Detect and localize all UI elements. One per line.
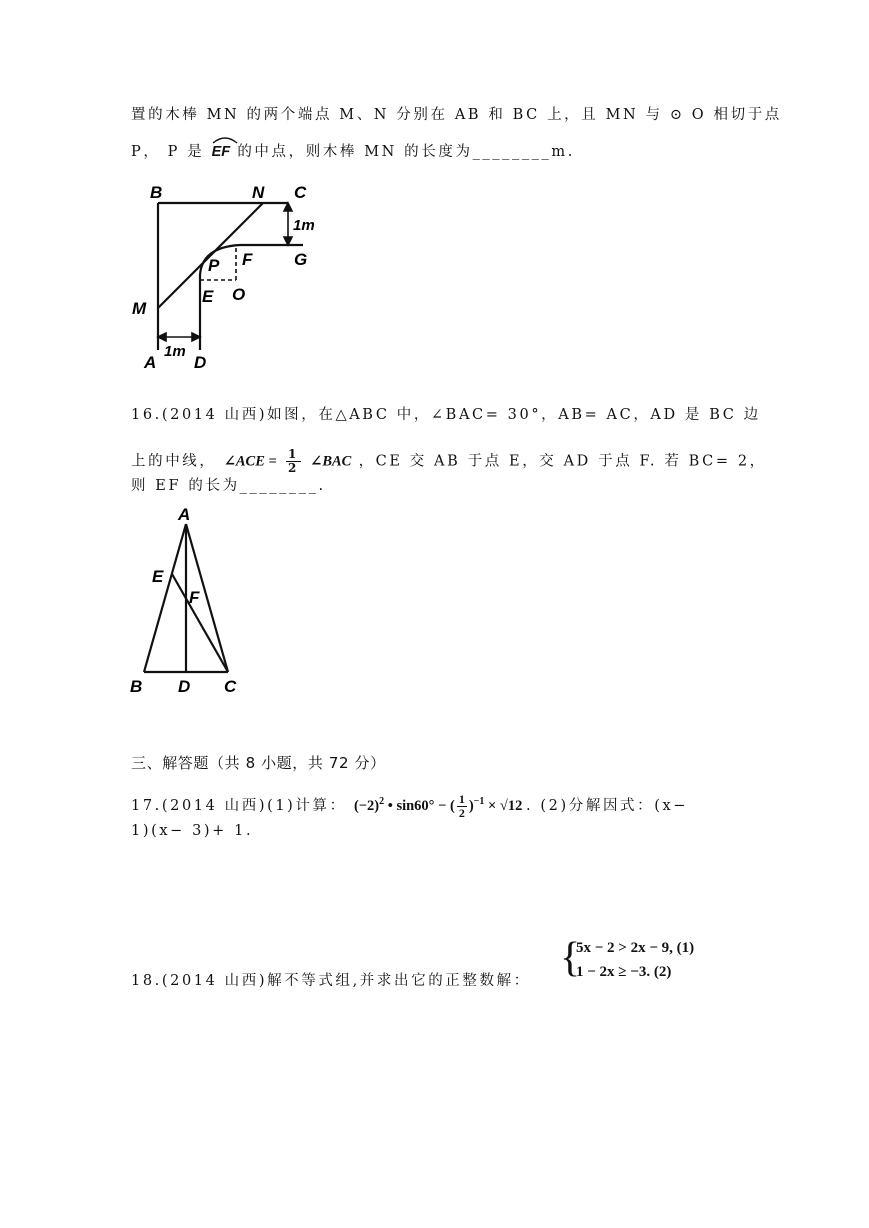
q17-prefix: 17.(2014 山西)(1)计算： bbox=[131, 797, 347, 814]
expr-close-paren: ) bbox=[468, 797, 474, 814]
arrowhead-down bbox=[284, 237, 292, 245]
q16-line3: 则 EF 的长为________. bbox=[131, 478, 326, 494]
label-d: D bbox=[194, 353, 207, 370]
label-n: N bbox=[252, 183, 265, 202]
q16-line2-pre: 上的中线， bbox=[131, 453, 217, 470]
label-b: B bbox=[130, 677, 143, 696]
angle-bac: ∠BAC bbox=[310, 453, 352, 470]
angle-ace: ∠ACE = bbox=[223, 453, 277, 470]
q18-prefix: 18.(2014 山西)解不等式组,并求出它的正整数解： bbox=[131, 973, 531, 989]
fraction-numerator: 1 bbox=[458, 792, 465, 806]
label-m: M bbox=[132, 299, 147, 318]
label-e: E bbox=[202, 287, 214, 306]
q16-line2 bbox=[131, 448, 767, 475]
figure-triangle-abc bbox=[128, 502, 258, 697]
segment-ce bbox=[172, 574, 228, 672]
label-1m-right: 1m bbox=[293, 217, 315, 234]
label-a: A bbox=[178, 505, 191, 524]
label-p: P bbox=[208, 256, 220, 275]
label-f: F bbox=[189, 588, 200, 607]
q17-suffix: . (2)分解因式：(x− bbox=[525, 797, 689, 814]
fraction-numerator: 1 bbox=[288, 447, 299, 461]
expr-neg2: (−2) bbox=[353, 797, 380, 814]
label-o: O bbox=[232, 285, 246, 304]
brace-icon: { bbox=[560, 935, 581, 981]
label-b: B bbox=[150, 183, 163, 202]
q16-line2-post: ，CE 交 AB 于点 E，交 AD 于点 F. 若 BC= 2， bbox=[358, 453, 767, 470]
q15-line2 bbox=[131, 142, 575, 162]
label-a: A bbox=[144, 353, 157, 370]
side-ab bbox=[144, 524, 186, 672]
q17-line1 bbox=[131, 792, 688, 820]
fraction-half bbox=[457, 793, 467, 820]
q15-line2-pre: P， P 是 bbox=[131, 144, 205, 160]
label-g: G bbox=[294, 250, 308, 269]
arrowhead-up bbox=[284, 203, 292, 211]
label-c: C bbox=[224, 677, 237, 696]
exp-2: 2 bbox=[379, 796, 385, 807]
label-d: D bbox=[178, 677, 191, 696]
inequality-2: 1 − 2x ≥ −3. (2) bbox=[576, 964, 672, 980]
expr-sqrt12: × √12 bbox=[488, 797, 523, 814]
section-heading: 三、解答题（共 8 小题，共 72 分） bbox=[131, 754, 386, 772]
label-1m-bottom: 1m bbox=[164, 343, 186, 360]
label-e: E bbox=[152, 567, 164, 586]
q15-line1: 置的木棒 MN 的两个端点 M、N 分别在 AB 和 BC 上，且 MN 与 ⊙ O 相切于点 bbox=[131, 107, 782, 123]
expr-sin60: • sin60° − ( bbox=[387, 797, 455, 814]
arrowhead-left bbox=[158, 333, 166, 341]
q17-line2: 1)(x− 3)+ 1. bbox=[131, 823, 254, 839]
arc-ef-text: EF bbox=[211, 144, 231, 160]
fraction-denominator: 2 bbox=[458, 806, 465, 820]
exp-neg1: −1 bbox=[473, 796, 485, 807]
figure-mn-stick bbox=[128, 180, 328, 370]
arc-ef-label bbox=[212, 142, 231, 162]
fraction-half bbox=[286, 448, 301, 475]
inequality-1: 5x − 2 > 2x − 9, (1) bbox=[576, 940, 695, 956]
arrowhead-right bbox=[192, 333, 200, 341]
label-c: C bbox=[294, 183, 307, 202]
q15-line2-post: 的中点，则木棒 MN 的长度为________m. bbox=[237, 144, 575, 160]
q17-expression bbox=[353, 792, 526, 820]
fraction-denominator: 2 bbox=[288, 461, 299, 475]
arc-icon bbox=[212, 136, 238, 144]
label-f: F bbox=[242, 250, 253, 269]
q16-line1: 16.(2014 山西)如图，在△ABC 中，∠BAC= 30°，AB= AC，AD 是 BC 边 bbox=[131, 407, 761, 423]
